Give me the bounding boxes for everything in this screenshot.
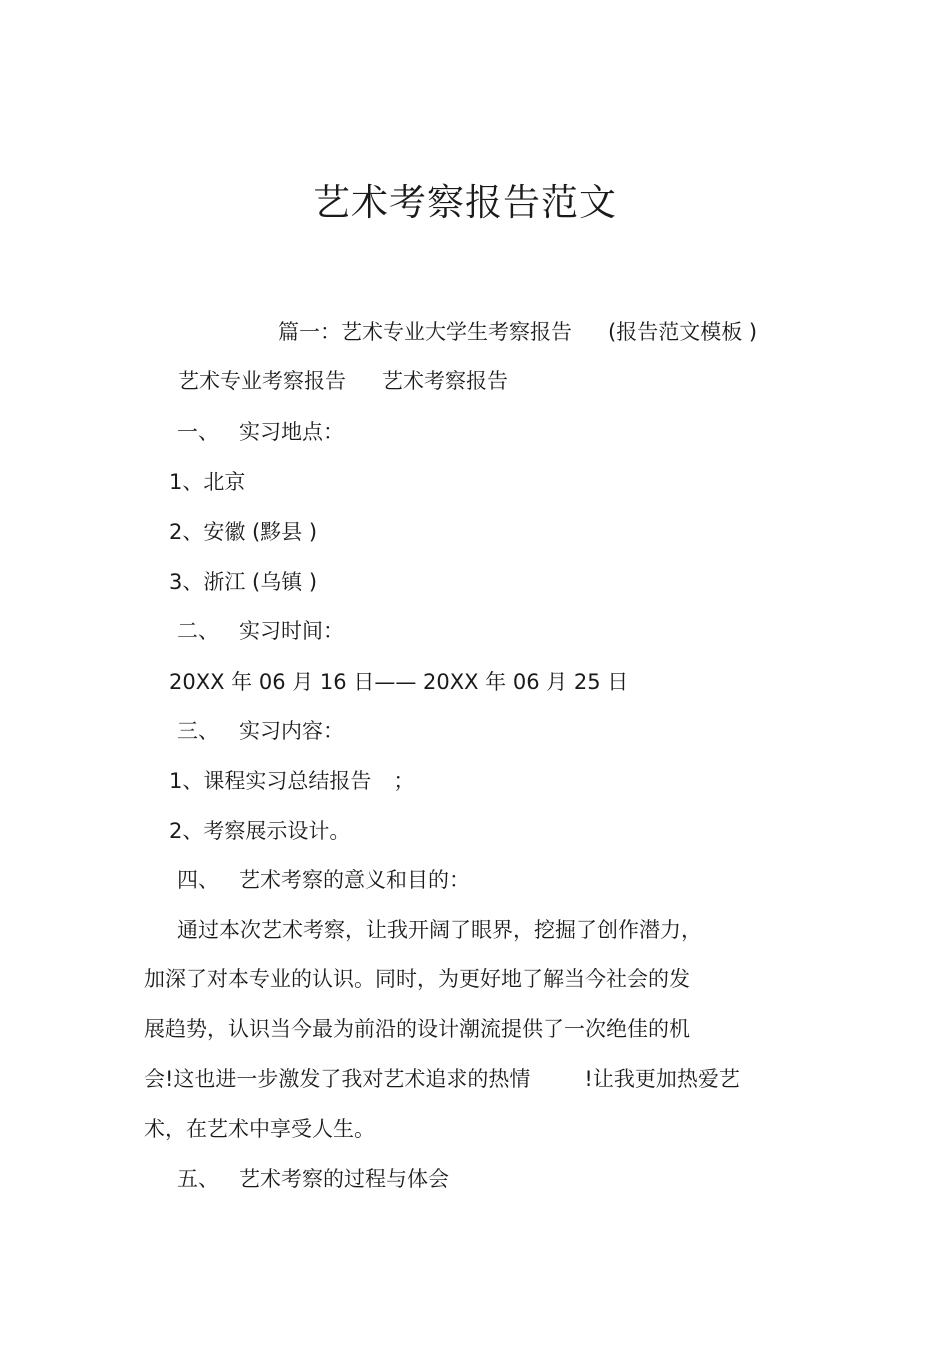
subtitle-main: 篇一：艺术专业大学生考察报告 [278, 320, 572, 344]
section-heading-2 [177, 616, 344, 646]
paragraph-line-1: 通过本次艺术考察，让我开阔了眼界，挖掘了创作潜力， [177, 918, 702, 942]
section-label: 实习内容： [239, 719, 344, 743]
section-number: 二、 [177, 619, 219, 643]
paragraph-line-2: 加深了对本专业的认识。同时，为更好地了解当今社会的发 [144, 967, 690, 991]
content-item-punct: ； [393, 769, 415, 793]
list-item-content-1 [169, 766, 414, 796]
section-number: 三、 [177, 719, 219, 743]
list-item-location-2: 2、安徽 (黟县 ) [169, 520, 318, 544]
heading-a: 艺术专业考察报告 [178, 369, 346, 393]
section-heading-3 [177, 716, 344, 746]
list-item-location-3: 3、浙江 (乌镇 ) [169, 570, 318, 594]
section-number: 五、 [177, 1167, 219, 1191]
subtitle-paren: (报告范文模板 ) [608, 320, 758, 344]
section-label: 艺术考察的意义和目的： [239, 868, 470, 892]
paragraph-line-4b: !让我更加热爱艺 [584, 1067, 740, 1091]
paragraph-line-3: 展趋势，认识当今最为前沿的设计潮流提供了一次绝佳的机 [144, 1017, 690, 1041]
section-heading-1 [177, 417, 344, 447]
list-item-content-2: 2、考察展示设计。 [169, 819, 351, 843]
paragraph-line-4 [144, 1064, 740, 1094]
section-label: 艺术考察的过程与体会 [239, 1167, 449, 1191]
heading-line [178, 366, 508, 396]
list-item-location-1: 1、北京 [169, 470, 246, 494]
paragraph-line-4a: 会!这也进一步激发了我对艺术追求的热情 [144, 1067, 531, 1091]
page-title: 艺术考察报告范文 [313, 181, 617, 224]
section-number: 四、 [177, 868, 219, 892]
heading-b: 艺术考察报告 [382, 369, 508, 393]
subtitle-line [278, 317, 757, 347]
paragraph-line-5: 术，在艺术中享受人生。 [144, 1117, 375, 1141]
section-heading-5 [177, 1164, 449, 1194]
internship-time: 20XX 年 06 月 16 日—— 20XX 年 06 月 25 日 [169, 670, 629, 694]
section-number: 一、 [177, 420, 219, 444]
content-item-text: 1、课程实习总结报告 [169, 769, 372, 793]
section-label: 实习时间： [239, 619, 344, 643]
section-heading-4 [177, 865, 470, 895]
section-label: 实习地点： [239, 420, 344, 444]
